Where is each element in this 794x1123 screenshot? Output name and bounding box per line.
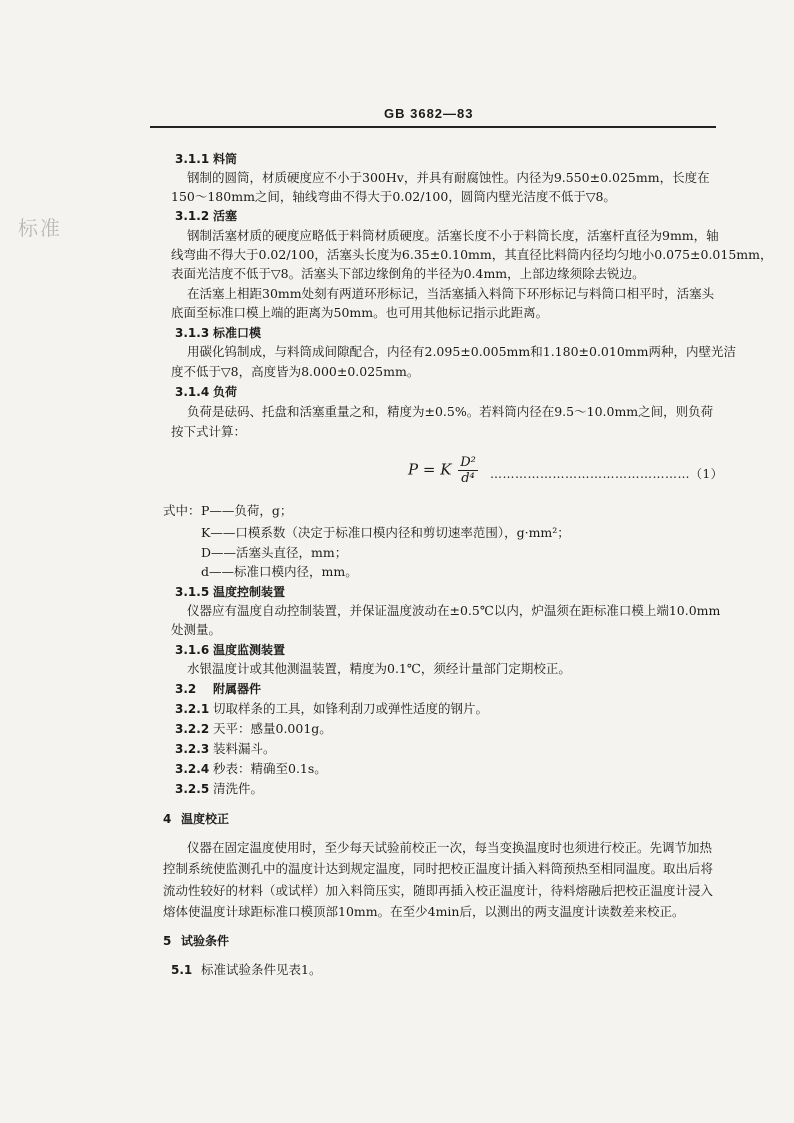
heading-3-1-3: 3.1.3 标准口模 <box>175 326 262 340</box>
definition-D: D——活塞头直径，mm； <box>201 545 348 560</box>
heading-3-1-4: 3.1.4 负荷 <box>175 385 238 399</box>
paragraph-line: 线弯曲不得大于0.02/100，活塞头长度为6.35±0.10mm，其直径比料筒内径均匀地小0.075±0.015mm， <box>171 247 773 262</box>
paragraph-line: 控制系统使监测孔中的温度计达到规定温度，同时把校正温度计插入料筒预热至相同温度。取出后将 <box>163 861 714 876</box>
side-watermark: 标准 <box>18 216 62 240</box>
heading-3-1-5: 3.1.5 温度控制装置 <box>175 585 286 599</box>
formula-1 <box>408 455 724 486</box>
paragraph-line: 底面至标准口模上端的距离为50mm。也可用其他标记指示此距离。 <box>171 305 549 320</box>
heading-3-1-2: 3.1.2 活塞 <box>175 209 238 223</box>
paragraph-line: 仪器应有温度自动控制装置，并保证温度波动在±0.5℃以内，炉温须在距标准口模上端10.0mm <box>187 603 721 618</box>
formula-fraction <box>458 455 478 486</box>
paragraph-line: 处测量。 <box>171 622 222 637</box>
heading-3-2: 3.2 附属器件 <box>175 682 262 696</box>
paragraph-line: 仪器在固定温度使用时，至少每天试验前校正一次，每当变换温度时也须进行校正。先调节加热 <box>187 840 713 855</box>
paragraph-line: 钢制的圆筒，材质硬度应不小于300Hv，并具有耐腐蚀性。内径为9.550±0.025mm，长度在 <box>187 170 710 185</box>
page-header-code: GB 3682—83 <box>384 106 474 121</box>
paragraph-line: 用碳化钨制成，与料筒成间隙配合，内径有2.095±0.005mm和1.180±0.010mm两种，内壁光洁 <box>187 344 737 359</box>
paragraph-line: 负荷是砝码、托盘和活塞重量之和，精度为±0.5%。若料筒内径在9.5～10.0mm之间，则负荷 <box>187 404 714 419</box>
item-3-2-2: 3.2.2 天平：感量0.001g。 <box>175 721 332 736</box>
paragraph-line: 度不低于▽8，高度皆为8.000±0.025mm。 <box>171 364 420 379</box>
formula-lhs: P = K <box>408 460 452 479</box>
item-3-2-4: 3.2.4 秒表：精确至0.1s。 <box>175 761 327 776</box>
item-3-2-5: 3.2.5 清洗件。 <box>175 781 264 796</box>
paragraph-line: 在活塞上相距30mm处刻有两道环形标记，当活塞插入料筒下环形标记与料筒口相平时，活塞头 <box>187 286 715 301</box>
formula-number: …………………………………………（1） <box>490 467 724 481</box>
definitions-intro: 式中： <box>163 503 201 518</box>
paragraph-line: 水银温度计或其他测温装置，精度为0.1℃，须经计量部门定期校正。 <box>187 661 571 676</box>
definition-d: d——标准口模内径，mm。 <box>201 564 358 579</box>
heading-3-1-1: 3.1.1 料筒 <box>175 152 238 166</box>
paragraph-line: 钢制活塞材质的硬度应略低于料筒材质硬度。活塞长度不小于料筒长度，活塞杆直径为9mm，轴 <box>187 228 719 243</box>
heading-4: 4 温度校正 <box>163 812 230 826</box>
item-3-2-3: 3.2.3 装料漏斗。 <box>175 741 276 756</box>
paragraph-line: 按下式计算： <box>171 424 247 439</box>
paragraph-line: 熔体使温度计球距标准口模顶部10mm。在至少4min后，以测出的两支温度计读数差来校正。 <box>163 904 685 919</box>
definition-k: K——口模系数（决定于标准口模内径和剪切速率范围），g·mm²； <box>201 525 570 540</box>
formula-numerator: D² <box>460 455 476 470</box>
heading-5: 5 试验条件 <box>163 934 230 948</box>
item-3-2-1: 3.2.1 切取样条的工具，如锋利刮刀或弹性适度的钢片。 <box>175 701 489 716</box>
formula-denominator: d⁴ <box>461 471 475 486</box>
definition-p: P——负荷，g； <box>201 503 293 518</box>
paragraph-line: 150～180mm之间，轴线弯曲不得大于0.02/100，圆筒内壁光洁度不低于▽8。 <box>171 189 616 204</box>
paragraph-line: 流动性较好的材料（或试样）加入料筒压实，随即再插入校正温度计，待料熔融后把校正温度计浸入 <box>163 883 714 898</box>
item-5-1: 5.1 标准试验条件见表1。 <box>171 962 322 977</box>
paragraph-line: 表面光洁度不低于▽8。活塞头下部边缘倒角的半径为0.4mm，上部边缘须除去锐边。 <box>171 266 645 281</box>
heading-3-1-6: 3.1.6 温度监测装置 <box>175 643 286 657</box>
